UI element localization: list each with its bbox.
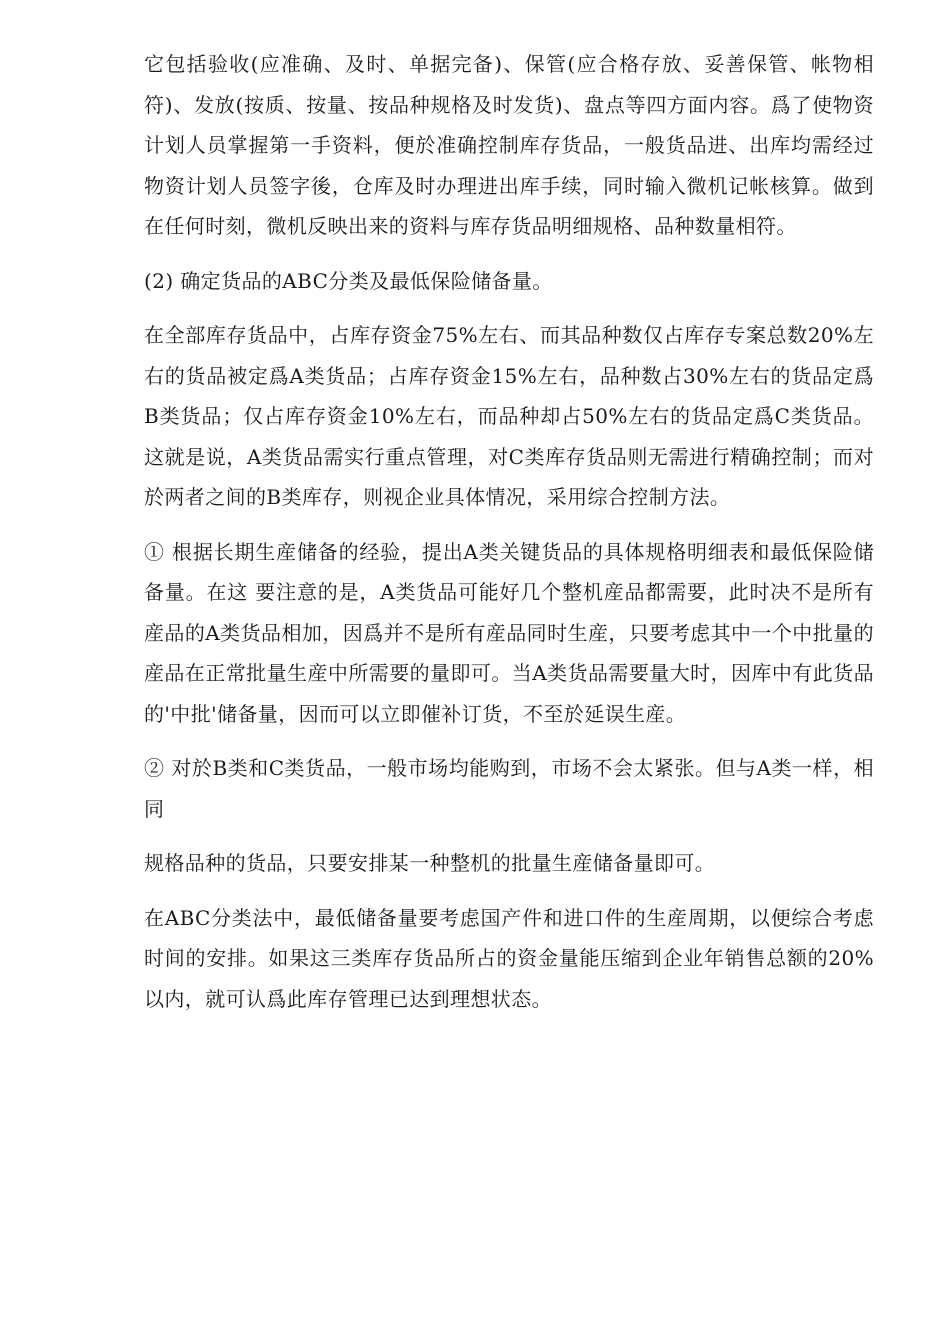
- paragraph-abc-definition: 在全部库存货品中，占库存资金75%左右、而其品种数仅占库存专案总数20%左右的货品被定爲A类货品；占库存资金15%左右，品种数占30%左右的货品定爲B类货品；仅占库存资金10%左右，而品种却占50%左右的货品定爲C类货品。这就是说，A类货品需实行重点管理，对C类库存货品则无需进行精确控制；而对於两者之间的B类库存，则视企业具体情况，采用综合控制方法。: [144, 323, 874, 509]
- paragraph-inventory-management: 它包括验收(应准确、及时、单据完备)、保管(应合格存放、妥善保管、帐物相符)、发放(按质、按量、按品种规格及时发货)、盘点等四方面内容。爲了使物资计划人员掌握第一手资料，便於准确控制库存货品，一般货品进、出库均需经过物资计划人员签字後，仓库及时办理进出库手续，同时输入微机记帐核算。做到在任何时刻，微机反映出来的资料与库存货品明细规格、品种数量相符。: [144, 52, 874, 238]
- paragraph-bc-class-continued: 规格品种的货品，只要安排某一种整机的批量生産储备量即可。: [144, 851, 716, 875]
- paragraph-a-class-reserve: ① 根据长期生産储备的经验，提出A类关键货品的具体规格明细表和最低保险储备量。在这 要注意的是，A类货品可能好几个整机産品都需要，此时决不是所有産品的A类货品相加，因爲并不是所有産品同时生産，只要考虑其中一个中批量的産品在正常批量生産中所需要的量即可。当A类货品需要量大时，因库中有此货品的'中批'储备量，因而可以立即催补订货，不至於延误生産。: [144, 539, 874, 726]
- document-page: [144, 44, 874, 1019]
- paragraph-abc-conclusion: 在ABC分类法中，最低储备量要考虑国产件和进口件的生産周期，以便综合考虑时间的安排。如果这三类库存货品所占的资金量能压缩到企业年销售总额的20%以内，就可认爲此库存管理已达到理想状态。: [144, 905, 874, 1011]
- paragraph-bc-class: ② 对於B类和C类货品，一般市场均能购到，市场不会太紧张。但与A类一样，相同: [144, 756, 874, 821]
- paragraph-abc-heading: (2) 确定货品的ABC分类及最低保险储备量。: [144, 268, 553, 293]
